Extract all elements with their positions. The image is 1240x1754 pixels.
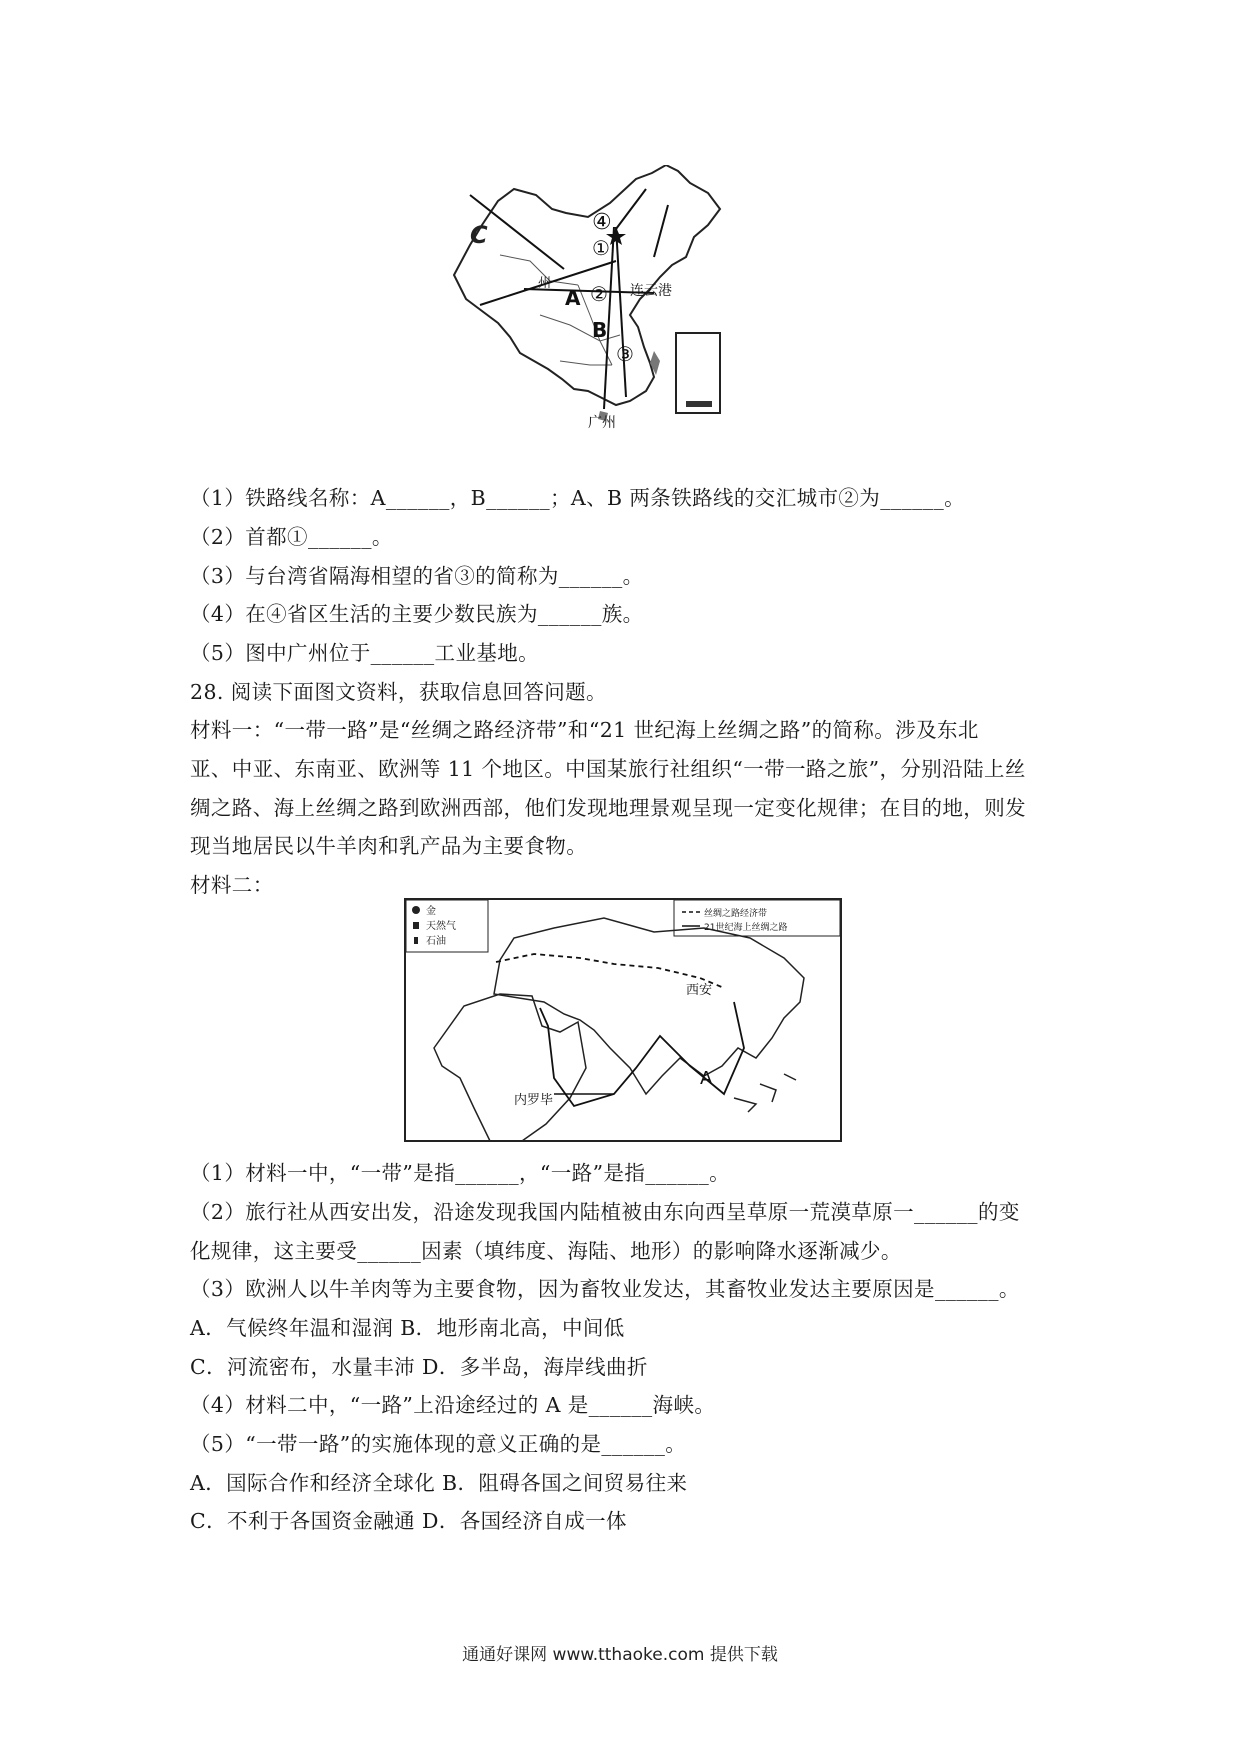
map2-label-nairobi: 内罗毕 [514,1093,554,1108]
southeast-asia-islands [734,1074,796,1112]
q28-title: 28. 阅读下面图文资料，获取信息回答问题。 [190,680,607,704]
china-railway-map [440,165,810,465]
legend-oil-label: 石油 [426,936,446,947]
legend-oil-icon [414,937,418,944]
q27-item-3: （3）与台湾省隔海相望的省③的简称为______。 [190,564,644,588]
legend-gold-icon [412,906,420,914]
q28-question-5: （5）“一带一路”的实施体现的意义正确的是______。 [190,1432,687,1456]
q28-material1-line-4: 现当地居民以牛羊肉和乳产品为主要食物。 [190,834,588,858]
page-footer: 通通好课网 www.tthaoke.com 提供下载 [462,1645,778,1665]
q27-item-4: （4）在④省区生活的主要少数民族为______族。 [190,602,644,626]
q28-question-5-options-ab: A．国际合作和经济全球化 B．阻碍各国之间贸易往来 [190,1471,688,1495]
map1-label-guangzhou: 广州 [588,415,616,431]
china-outline [454,165,720,405]
q28-material1-line-3: 绸之路、海上丝绸之路到欧洲西部，他们发现地理景观呈现一定变化规律；在目的地，则发 [190,796,1026,820]
legend-gold-label: 金 [426,906,436,917]
legend-sea-route-label: 21世纪海上丝绸之路 [704,923,788,933]
map1-label-2: ② [590,282,608,306]
q28-material1-line-2: 亚、中亚、东南亚、欧洲等 11 个地区。中国某旅行社组织“一带一路之旅”，分别沿陆上丝 [190,757,1026,781]
africa-outline [434,994,586,1141]
legend-gas-label: 天然气 [426,921,456,932]
q28-question-2-line-2: 化规律，这主要受______因素（填纬度、海陆、地形）的影响降水逐渐减少。 [190,1239,902,1263]
map1-label-a: A [565,286,581,310]
legend-gas-icon [413,922,419,929]
q28-question-3: （3）欧洲人以牛羊肉等为主要食物，因为畜牧业发达，其畜牧业发达主要原因是______。 [190,1277,1020,1301]
inset-scale-bar [686,401,712,407]
railway-b2 [616,227,626,397]
map2-label-a: A [700,1068,713,1089]
q27-item-5: （5）图中广州位于______工业基地。 [190,641,540,665]
legend-land-route-label: 丝绸之路经济带 [704,909,768,919]
map1-label-1: ① [592,236,610,260]
q28-question-1: （1）材料一中，“一带”是指______，“一路”是指______。 [190,1161,731,1185]
map2-label-xian: 西安 [686,983,713,998]
q28-question-4: （4）材料二中，“一路”上沿途经过的 A 是______海峡。 [190,1393,716,1417]
q28-question-3-options-cd: C．河流密布，水量丰沛 D．多半岛，海岸线曲折 [190,1355,648,1379]
q28-material2-label: 材料二： [190,873,274,897]
map1-label-3: ③ [616,342,634,366]
map1-label-lanzhou: 州 [538,276,552,291]
map1-label-lianyungang: 连云港 [630,283,672,299]
q27-item-1: （1）铁路线名称：A______，B______；A、B 两条铁路线的交汇城市②为______。 [190,486,965,510]
q28-question-5-options-cd: C．不利于各国资金融通 D．各国经济自成一体 [190,1509,627,1533]
railway-4 [654,205,668,257]
railway-3 [616,189,646,229]
q27-item-2: （2）首都①______。 [190,525,393,549]
belt-road-map [404,898,842,1142]
q28-question-2-line-1: （2）旅行社从西安出发，沿途发现我国内陆植被由东向西呈草原一荒漠草原一______的变 [190,1200,1020,1224]
map1-label-b: B [592,318,608,342]
sea-silk-route [540,1002,744,1106]
map1-label-4: ④ [592,210,612,235]
q28-question-3-options-ab: A．气候终年温和湿润 B．地形南北高，中间低 [190,1316,625,1340]
map1-label-c: C [470,221,488,249]
q28-material1-line-1: 材料一：“一带一路”是“丝绸之路经济带”和“21 世纪海上丝绸之路”的简称。涉及东北 [190,718,979,742]
eurasia-outline [494,918,804,1094]
